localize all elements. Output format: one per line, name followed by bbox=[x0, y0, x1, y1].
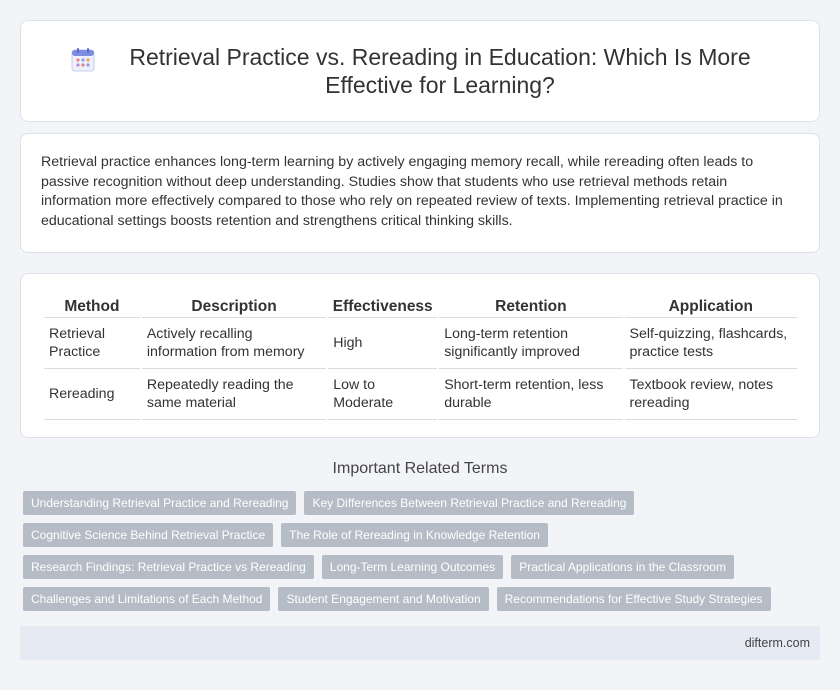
related-term-tag[interactable]: Research Findings: Retrieval Practice vs Rereading bbox=[23, 555, 314, 579]
header-method: Method bbox=[44, 296, 140, 318]
header-effectiveness: Effectiveness bbox=[328, 296, 437, 318]
cell-method: Rereading bbox=[44, 369, 140, 420]
cell-description: Repeatedly reading the same material bbox=[142, 369, 326, 420]
table-row bbox=[44, 369, 797, 420]
cell-effectiveness: Low to Moderate bbox=[328, 369, 437, 420]
cell-retention: Long-term retention significantly improved bbox=[439, 318, 622, 369]
cell-method: Retrieval Practice bbox=[44, 318, 140, 369]
related-term-tag[interactable]: Practical Applications in the Classroom bbox=[511, 555, 734, 579]
header-description: Description bbox=[142, 296, 326, 318]
table-header-row bbox=[44, 296, 797, 318]
related-term-tag[interactable]: Cognitive Science Behind Retrieval Practice bbox=[23, 523, 273, 547]
page-title: Retrieval Practice vs. Rereading in Education: Which Is More Effective for Learning? bbox=[129, 44, 751, 98]
header-retention: Retention bbox=[439, 296, 622, 318]
related-term-tag[interactable]: Recommendations for Effective Study Strategies bbox=[497, 587, 771, 611]
table-row bbox=[44, 318, 797, 369]
related-term-tag[interactable]: Student Engagement and Motivation bbox=[278, 587, 488, 611]
comparison-table bbox=[42, 296, 799, 420]
header-card bbox=[20, 20, 820, 122]
related-term-tag[interactable]: Key Differences Between Retrieval Practice and Rereading bbox=[304, 491, 634, 515]
cell-retention: Short-term retention, less durable bbox=[439, 369, 622, 420]
related-term-tag[interactable]: Challenges and Limitations of Each Method bbox=[23, 587, 270, 611]
header-application: Application bbox=[625, 296, 797, 318]
calendar-icon bbox=[70, 47, 96, 73]
intro-card bbox=[20, 133, 820, 253]
cell-application: Self-quizzing, flashcards, practice tests bbox=[625, 318, 797, 369]
related-term-tag[interactable]: The Role of Rereading in Knowledge Retention bbox=[281, 523, 548, 547]
related-terms-list bbox=[23, 491, 823, 619]
cell-effectiveness: High bbox=[328, 318, 437, 369]
comparison-table-card bbox=[20, 273, 820, 438]
cell-description: Actively recalling information from memory bbox=[142, 318, 326, 369]
related-term-tag[interactable]: Long-Term Learning Outcomes bbox=[322, 555, 503, 579]
footer-site-link[interactable]: difterm.com bbox=[744, 636, 810, 650]
related-term-tag[interactable]: Understanding Retrieval Practice and Rereading bbox=[23, 491, 296, 515]
cell-application: Textbook review, notes rereading bbox=[625, 369, 797, 420]
related-terms-title: Important Related Terms bbox=[332, 460, 508, 477]
footer bbox=[20, 626, 820, 660]
intro-text: Retrieval practice enhances long-term learning by actively engaging memory recall, while rereading often leads to passive recognition without deep understanding. Studies show that students who use retrieval methods retain information more effectively compared to those who rely on repeated review of texts. Implementing retrieval practice in educational settings boosts retention and strengthens critical thinking skills. bbox=[41, 154, 783, 229]
